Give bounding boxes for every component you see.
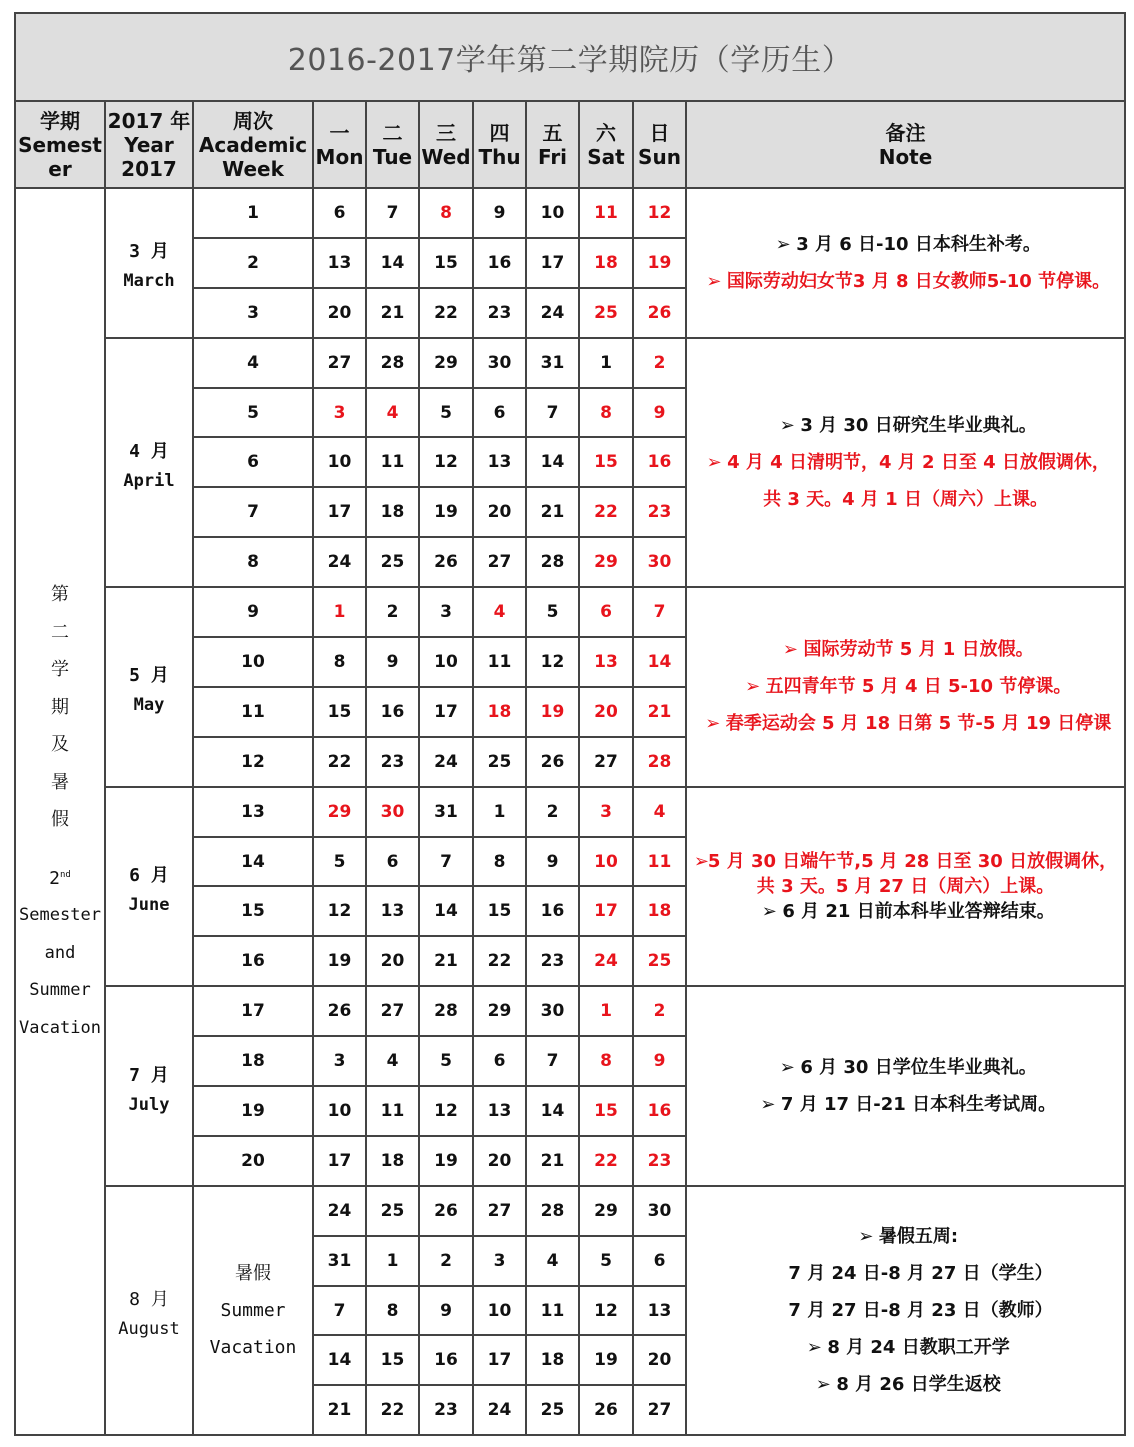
calendar-date: 7	[419, 837, 473, 887]
calendar-date: 30	[633, 1186, 686, 1236]
calendar-date: 21	[313, 1385, 366, 1435]
calendar-date: 23	[526, 936, 579, 986]
calendar-date: 14	[366, 238, 419, 288]
calendar-date: 10	[313, 1086, 366, 1136]
academic-week-number: 16	[193, 936, 313, 986]
calendar-date: 20	[473, 1136, 526, 1186]
arrow-bullet-icon: ➢	[779, 414, 795, 436]
note-item: ➢ 8 月 24 日教职工开学	[687, 1329, 1124, 1366]
calendar-date: 16	[366, 687, 419, 737]
academic-week-number: 17	[193, 986, 313, 1036]
calendar-date-holiday: 18	[579, 238, 633, 288]
note-item: ➢ 国际劳动妇女节3 月 8 日女教师5-10 节停课。	[687, 263, 1124, 300]
header-day-sun: 日 Sun	[633, 101, 686, 188]
academic-week-number: 7	[193, 487, 313, 537]
calendar-date: 13	[366, 886, 419, 936]
arrow-bullet-icon: ➢	[706, 451, 722, 473]
calendar-date: 1	[579, 338, 633, 388]
calendar-date-holiday: 25	[633, 936, 686, 986]
calendar-date-holiday: 12	[633, 188, 686, 238]
month-notes	[686, 338, 1125, 587]
calendar-date: 26	[313, 986, 366, 1036]
calendar-date: 3	[473, 1236, 526, 1286]
arrow-bullet-icon: ➢	[705, 713, 721, 735]
calendar-date: 9	[419, 1286, 473, 1336]
arrow-bullet-icon: ➢	[782, 639, 798, 661]
calendar-date: 24	[313, 1186, 366, 1236]
calendar-date-holiday: 6	[579, 587, 633, 637]
note-item: ➢ 暑假五周:	[687, 1218, 1124, 1255]
calendar-date: 10	[526, 188, 579, 238]
calendar-date: 19	[419, 1136, 473, 1186]
calendar-date: 4	[366, 1036, 419, 1086]
semester-label: 第 二 学 期 及 暑 假 2nd Semester and Summer Vacation	[15, 188, 105, 1435]
arrow-bullet-icon: ➢	[761, 900, 777, 922]
calendar-date: 18	[366, 1136, 419, 1186]
arrow-bullet-icon: ➢	[745, 676, 761, 698]
calendar-date: 3	[313, 1036, 366, 1086]
calendar-date: 30	[526, 986, 579, 1036]
calendar-date: 25	[473, 737, 526, 787]
semester-number: 2nd	[49, 867, 71, 889]
arrow-bullet-icon: ➢	[858, 1226, 874, 1248]
calendar-date: 10	[419, 637, 473, 687]
calendar-date: 11	[526, 1286, 579, 1336]
calendar-date: 20	[473, 487, 526, 537]
calendar-date-holiday: 16	[633, 437, 686, 487]
arrow-bullet-icon: ➢	[775, 233, 791, 255]
calendar-date: 16	[526, 886, 579, 936]
calendar-date: 21	[526, 487, 579, 537]
calendar-date-holiday: 8	[579, 388, 633, 438]
calendar-date: 27	[313, 338, 366, 388]
note-item: 7 月 24 日-8 月 27 日（学生）	[788, 1263, 1053, 1285]
month-notes	[686, 787, 1125, 987]
calendar-date-holiday: 29	[579, 537, 633, 587]
calendar-date: 6	[313, 188, 366, 238]
header-day-tue: 二 Tue	[366, 101, 419, 188]
calendar-date: 15	[366, 1335, 419, 1385]
academic-week-number: 10	[193, 637, 313, 687]
note-item: ➢ 6 月 30 日学位生毕业典礼。	[687, 1049, 1124, 1086]
calendar-date-holiday: 15	[579, 1086, 633, 1136]
calendar-date: 2	[366, 587, 419, 637]
calendar-date: 8	[313, 637, 366, 687]
calendar-date: 6	[633, 1236, 686, 1286]
note-item: 共 3 天。5 月 27 日（周六）上课。	[756, 875, 1055, 897]
academic-week-number: 13	[193, 787, 313, 837]
calendar-date-holiday: 9	[633, 388, 686, 438]
academic-week-number: 19	[193, 1086, 313, 1136]
calendar-date: 9	[526, 837, 579, 887]
calendar-date: 25	[366, 537, 419, 587]
academic-week-number: 9	[193, 587, 313, 637]
calendar-date: 17	[526, 238, 579, 288]
calendar-date-holiday: 14	[633, 637, 686, 687]
calendar-date-holiday: 8	[579, 1036, 633, 1086]
calendar-date: 21	[419, 936, 473, 986]
calendar-date: 12	[579, 1286, 633, 1336]
calendar-date: 11	[366, 437, 419, 487]
note-item: ➢ 国际劳动节 5 月 1 日放假。	[687, 631, 1124, 668]
note-item: 共 3 天。4 月 1 日（周六）上课。	[763, 488, 1048, 510]
calendar-date-holiday: 18	[473, 687, 526, 737]
calendar-date: 20	[366, 936, 419, 986]
calendar-date: 14	[526, 437, 579, 487]
calendar-date-holiday: 2	[633, 338, 686, 388]
calendar-date: 26	[526, 737, 579, 787]
academic-week-number: 6	[193, 437, 313, 487]
calendar-date: 22	[313, 737, 366, 787]
academic-week-number: 8	[193, 537, 313, 587]
calendar-date: 10	[473, 1286, 526, 1336]
calendar-date: 5	[526, 587, 579, 637]
calendar-date: 24	[526, 288, 579, 338]
calendar-date-holiday: 16	[633, 1086, 686, 1136]
calendar-date: 9	[473, 188, 526, 238]
note-item: ➢ 五四青年节 5 月 4 日 5-10 节停课。	[687, 668, 1124, 705]
calendar-date: 24	[473, 1385, 526, 1435]
calendar-title: 2016-2017学年第二学期院历（学历生）	[15, 13, 1125, 101]
calendar-date: 3	[419, 587, 473, 637]
calendar-date: 28	[526, 537, 579, 587]
calendar-date: 29	[473, 986, 526, 1036]
calendar-date: 17	[313, 487, 366, 537]
calendar-date: 22	[473, 936, 526, 986]
calendar-date: 13	[473, 1086, 526, 1136]
week-row	[15, 338, 1125, 388]
calendar-date: 16	[473, 238, 526, 288]
week-row	[15, 986, 1125, 1036]
calendar-date: 8	[473, 837, 526, 887]
calendar-date-holiday: 8	[419, 188, 473, 238]
calendar-date-holiday: 11	[579, 188, 633, 238]
calendar-date-holiday: 21	[633, 687, 686, 737]
calendar-date-holiday: 1	[579, 986, 633, 1036]
calendar-date: 31	[419, 787, 473, 837]
calendar-date: 12	[526, 637, 579, 687]
calendar-date: 28	[419, 986, 473, 1036]
calendar-date: 26	[419, 537, 473, 587]
calendar-date-holiday: 15	[579, 437, 633, 487]
calendar-date: 12	[313, 886, 366, 936]
calendar-date-holiday: 1	[313, 587, 366, 637]
calendar-date: 12	[419, 437, 473, 487]
calendar-date: 23	[473, 288, 526, 338]
calendar-date-holiday: 30	[366, 787, 419, 837]
calendar-date: 13	[313, 238, 366, 288]
calendar-date: 23	[366, 737, 419, 787]
calendar-date: 11	[366, 1086, 419, 1136]
academic-week-number: 11	[193, 687, 313, 737]
header-note: 备注 Note	[686, 101, 1125, 188]
academic-week-number: 15	[193, 886, 313, 936]
note-item: ➢ 6 月 21 日前本科毕业答辩结束。	[687, 899, 1124, 924]
calendar-date-holiday: 3	[313, 388, 366, 438]
month-notes	[686, 587, 1125, 787]
calendar-date-holiday: 7	[633, 587, 686, 637]
calendar-date: 16	[419, 1335, 473, 1385]
calendar-date-holiday: 2	[633, 986, 686, 1036]
calendar-date: 7	[366, 188, 419, 238]
calendar-date: 4	[526, 1236, 579, 1286]
academic-week-number: 1	[193, 188, 313, 238]
note-item: ➢ 7 月 17 日-21 日本科生考试周。	[687, 1086, 1124, 1123]
calendar-date-holiday: 4	[366, 388, 419, 438]
header-row	[15, 101, 1125, 188]
calendar-date: 24	[419, 737, 473, 787]
calendar-date: 17	[473, 1335, 526, 1385]
calendar-date: 12	[419, 1086, 473, 1136]
calendar-date-holiday: 11	[633, 837, 686, 887]
arrow-bullet-icon: ➢	[760, 1094, 776, 1116]
calendar-date-holiday: 4	[473, 587, 526, 637]
calendar-date: 21	[526, 1136, 579, 1186]
calendar-date: 26	[419, 1186, 473, 1236]
calendar-date-holiday: 29	[313, 787, 366, 837]
month-label: 6 月 June	[105, 787, 193, 987]
week-row	[15, 587, 1125, 637]
academic-week-number: 4	[193, 338, 313, 388]
calendar-date: 8	[366, 1286, 419, 1336]
calendar-date: 26	[579, 1385, 633, 1435]
calendar-date: 6	[473, 1036, 526, 1086]
calendar-date: 13	[633, 1286, 686, 1336]
calendar-date-holiday: 3	[579, 787, 633, 837]
week-row	[15, 188, 1125, 238]
calendar-date: 1	[473, 787, 526, 837]
header-day-sat: 六 Sat	[579, 101, 633, 188]
calendar-date: 28	[526, 1186, 579, 1236]
calendar-date: 2	[419, 1236, 473, 1286]
calendar-date: 29	[419, 338, 473, 388]
calendar-date: 14	[419, 886, 473, 936]
calendar-date-holiday: 19	[633, 238, 686, 288]
month-label: 7 月 July	[105, 986, 193, 1186]
calendar-date: 5	[419, 1036, 473, 1086]
calendar-date: 15	[313, 687, 366, 737]
calendar-date-holiday: 28	[633, 737, 686, 787]
calendar-date: 7	[526, 1036, 579, 1086]
calendar-date: 31	[313, 1236, 366, 1286]
summer-vacation-label: 暑假 Summer Vacation	[193, 1186, 313, 1435]
calendar-date: 27	[366, 986, 419, 1036]
arrow-bullet-icon: ➢	[693, 850, 710, 872]
calendar-date: 5	[313, 837, 366, 887]
calendar-date-holiday: 4	[633, 787, 686, 837]
month-notes	[686, 986, 1125, 1186]
calendar-date-holiday: 23	[633, 487, 686, 537]
calendar-date: 27	[579, 737, 633, 787]
calendar-date: 24	[313, 537, 366, 587]
calendar-date-holiday: 20	[579, 687, 633, 737]
academic-week-number: 20	[193, 1136, 313, 1186]
calendar-date-holiday: 9	[633, 1036, 686, 1086]
calendar-date: 9	[366, 637, 419, 687]
calendar-date-holiday: 19	[526, 687, 579, 737]
note-item: ➢ 3 月 6 日-10 日本科生补考。	[687, 226, 1124, 263]
header-year: 2017 年 Year 2017	[105, 101, 193, 188]
note-item: ➢5 月 30 日端午节,5 月 28 日至 30 日放假调休，	[693, 850, 1118, 872]
month-label: 3 月 March	[105, 188, 193, 338]
calendar-date: 2	[526, 787, 579, 837]
arrow-bullet-icon: ➢	[806, 1337, 822, 1359]
calendar-date: 20	[313, 288, 366, 338]
week-row	[15, 1186, 1125, 1236]
calendar-date: 7	[526, 388, 579, 438]
header-day-fri: 五 Fri	[526, 101, 579, 188]
calendar-date: 27	[473, 1186, 526, 1236]
calendar-date-holiday: 17	[579, 886, 633, 936]
header-semester: 学期 Semest er	[15, 101, 105, 188]
arrow-bullet-icon: ➢	[706, 270, 722, 292]
month-notes	[686, 188, 1125, 338]
academic-week-number: 2	[193, 238, 313, 288]
calendar-date-holiday: 23	[633, 1136, 686, 1186]
calendar-date: 31	[526, 338, 579, 388]
calendar-date: 28	[366, 338, 419, 388]
calendar-date: 19	[579, 1335, 633, 1385]
note-item: ➢ 4 月 4 日清明节，4 月 2 日至 4 日放假调休，	[687, 444, 1124, 481]
calendar-date: 17	[419, 687, 473, 737]
calendar-date: 20	[633, 1335, 686, 1385]
calendar-date: 19	[419, 487, 473, 537]
calendar-date: 29	[579, 1186, 633, 1236]
arrow-bullet-icon: ➢	[779, 1057, 795, 1079]
month-label: 8 月 August	[105, 1186, 193, 1435]
calendar-date-holiday: 13	[579, 637, 633, 687]
calendar-date: 10	[313, 437, 366, 487]
calendar-date: 22	[366, 1385, 419, 1435]
note-item: ➢ 8 月 26 日学生返校	[687, 1366, 1124, 1403]
academic-week-number: 5	[193, 388, 313, 438]
header-day-wed: 三 Wed	[419, 101, 473, 188]
calendar-date: 23	[419, 1385, 473, 1435]
note-item: 7 月 27 日-8 月 23 日（教师）	[788, 1300, 1053, 1322]
calendar-date: 19	[313, 936, 366, 986]
calendar-date: 27	[633, 1385, 686, 1435]
calendar-date: 22	[419, 288, 473, 338]
calendar-date: 14	[313, 1335, 366, 1385]
calendar-date: 25	[366, 1186, 419, 1236]
calendar-date: 27	[473, 537, 526, 587]
academic-week-number: 3	[193, 288, 313, 338]
academic-calendar-table	[14, 12, 1126, 1436]
calendar-date: 11	[473, 637, 526, 687]
calendar-date-holiday: 22	[579, 1136, 633, 1186]
header-week: 周次 Academic Week	[193, 101, 313, 188]
calendar-date-holiday: 10	[579, 837, 633, 887]
calendar-date: 25	[526, 1385, 579, 1435]
calendar-date: 17	[313, 1136, 366, 1186]
calendar-date: 7	[313, 1286, 366, 1336]
month-label: 5 月 May	[105, 587, 193, 787]
calendar-date-holiday: 24	[579, 936, 633, 986]
calendar-date: 6	[366, 837, 419, 887]
arrow-bullet-icon: ➢	[815, 1374, 831, 1396]
note-item: ➢ 春季运动会 5 月 18 日第 5 节-5 月 19 日停课	[687, 705, 1124, 742]
calendar-date-holiday: 25	[579, 288, 633, 338]
month-notes	[686, 1186, 1125, 1435]
header-day-thu: 四 Thu	[473, 101, 526, 188]
month-label: 4 月 April	[105, 338, 193, 587]
calendar-date: 30	[473, 338, 526, 388]
note-item: ➢ 3 月 30 日研究生毕业典礼。	[687, 407, 1124, 444]
calendar-date-holiday: 30	[633, 537, 686, 587]
calendar-date: 6	[473, 388, 526, 438]
academic-week-number: 18	[193, 1036, 313, 1086]
calendar-date: 18	[366, 487, 419, 537]
calendar-date: 5	[579, 1236, 633, 1286]
calendar-date-holiday: 22	[579, 487, 633, 537]
calendar-date: 21	[366, 288, 419, 338]
calendar-date-holiday: 26	[633, 288, 686, 338]
calendar-date: 1	[366, 1236, 419, 1286]
academic-week-number: 14	[193, 837, 313, 887]
calendar-date: 18	[526, 1335, 579, 1385]
week-row	[15, 787, 1125, 837]
calendar-date: 15	[473, 886, 526, 936]
calendar-date: 5	[419, 388, 473, 438]
header-day-mon: 一 Mon	[313, 101, 366, 188]
calendar-date: 14	[526, 1086, 579, 1136]
academic-week-number: 12	[193, 737, 313, 787]
calendar-date: 13	[473, 437, 526, 487]
calendar-date-holiday: 18	[633, 886, 686, 936]
calendar-date: 15	[419, 238, 473, 288]
